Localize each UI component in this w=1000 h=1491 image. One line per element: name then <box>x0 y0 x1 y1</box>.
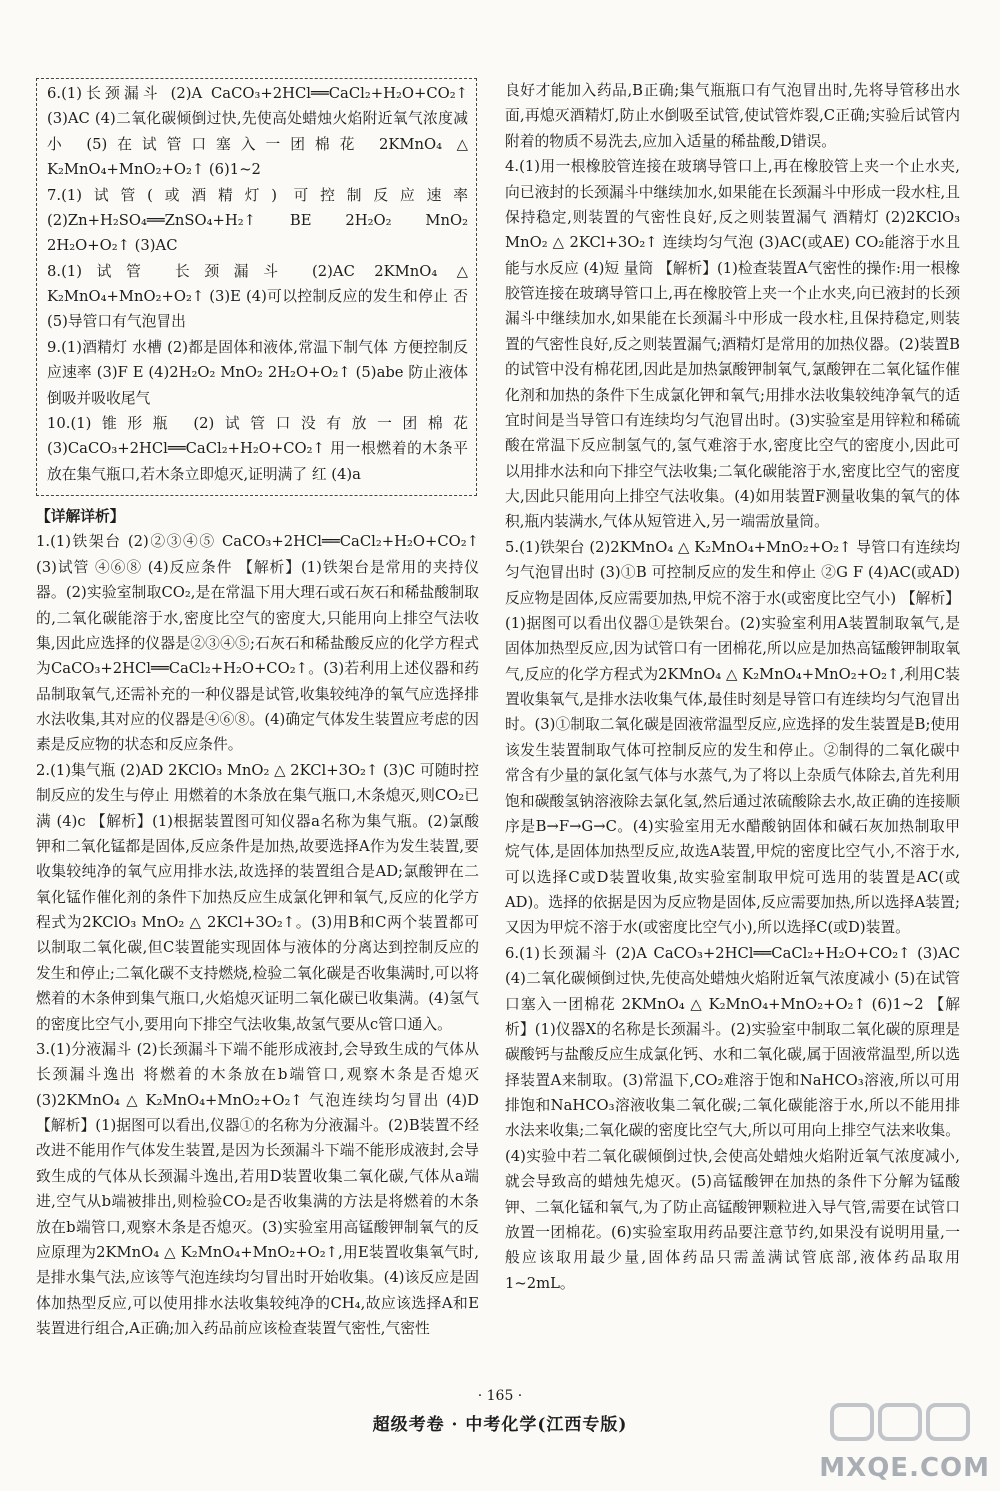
detail-item-6: 6.(1)长颈漏斗 (2)A CaCO₃+2HCl══CaCl₂+H₂O+CO₂↑ (3)AC (4)二氧化碳倾倒过快,先使高处蜡烛火焰附近氧气浓度减小 (5)在试管口塞入一团棉花 2KMnO₄ △ K₂MnO₄+MnO₂+O₂↑ (6)1~2 【解析】(1)仪器X的名称是长颈漏斗。(2)实验室中制取二氧化碳的原理是碳酸钙与盐酸反应生成氯化钙、水和二氧化碳,属于固液常温型,所以选择装置A来制取。(3)常温下,CO₂难溶于饱和NaHCO₃溶液,所以可用排饱和NaHCO₃溶液收集二氧化碳;二氧化碳能溶于水,所以不能用排水法来收集;二氧化碳的密度比空气大,所以可用向上排空气法来收集。(4)实验中若二氧化碳倾倒过快,会使高处蜡烛火焰附近氧气浓度减小,就会导致高的蜡烛先熄灭。(5)高锰酸钾在加热的条件下分解为锰酸钾、二氧化锰和氧气,为了防止高锰酸钾颗粒进入导气管,需要在试管口放置一团棉花。(6)实验室取用药品要注意节约,如果没有说明用量,一般应该取用最少量,固体药品只需盖满试管底部,液体药品取用1~2mL。 <box>505 944 960 1292</box>
answer-item-10: 10.(1)锥形瓶 (2)试管口没有放一团棉花 (3)CaCO₃+2HCl══CaCl₂+H₂O+CO₂↑ 用一根燃着的木条平放在集气瓶口,若木条立即熄灭,证明满了 红 (4)a <box>47 414 468 483</box>
answer-box <box>36 78 477 496</box>
answer-item-7: 7.(1)试管(或酒精灯) 可控制反应速率 (2)Zn+H₂SO₄══ZnSO₄+H₂↑ BE 2H₂O₂ MnO₂ 2H₂O+O₂↑ (3)AC <box>47 186 468 255</box>
detail-item-4: 4.(1)用一根橡胶管连接在玻璃导管口上,再在橡胶管上夹一个止水夹,向已液封的长颈漏斗中继续加水,如果能在长颈漏斗中形成一段水柱,且保持稳定,则装置的气密性良好,反之则装置漏气 酒精灯 (2)2KClO₃ MnO₂ △ 2KCl+3O₂↑ 连续均匀气泡 (3)AC(或AE) CO₂能溶于水且能与水反应 (4)短 量筒 【解析】(1)检查装置A气密性的操作:用一根橡胶管连接在玻璃导管口上,再在橡胶管上夹一个止水夹,向已液封的长颈漏斗中继续加水,如果能在长颈漏斗中形成一段水柱,且保持稳定,则装置的气密性良好,反之则装置漏气;酒精灯是常用的加热仪器。(2)装置B的试管中没有棉花团,因此是加热氯酸钾制氧气,氯酸钾在二氧化锰作催化剂和加热的条件下生成氯化钾和氧气;用排水法收集较纯净氧气的适宜时间是当导管口有连续均匀气泡冒出时。(3)实验室是用锌粒和稀硫酸在常温下反应制氢气的,氢气难溶于水,密度比空气的密度小,因此可以用排水法和向下排空气法收集;二氧化碳能溶于水,密度比空气的密度大,因此只能用向上排空气法收集。(4)如用装置F测量收集的氧气的体积,瓶内装满水,气体从短管进入,另一端需放量筒。 <box>505 158 960 531</box>
watermark-text: MXQE.COM <box>819 1453 990 1483</box>
detail-item-3-continued: 良好才能加入药品,B正确;集气瓶瓶口有气泡冒出时,先将导管移出水面,再熄灭酒精灯,防止水倒吸至试管,使试管炸裂,C正确;实验后试管内附着的物质不易洗去,应加入适量的稀盐酸,D错误。 <box>505 82 960 150</box>
detail-item-2: 2.(1)集气瓶 (2)AD 2KClO₃ MnO₂ △ 2KCl+3O₂↑ (3)C 可随时控制反应的发生与停止 用燃着的木条放在集气瓶口,木条熄灭,则CO₂已满 (4)c 【解析】(1)根据装置图可知仪器a名称为集气瓶。(2)氯酸钾和二氧化锰都是固体,反应条件是加热,故要选择A作为发生装置,要收集较纯净的氧气应用排水法,故选择的装置组合是AD;氯酸钾在二氧化锰作催化剂的条件下加热反应生成氯化钾和氧气,反应的化学方程式为2KClO₃ MnO₂ △ 2KCl+3O₂↑。(3)用B和C两个装置都可以制取二氧化碳,但C装置能实现固体与液体的分离达到控制反应的发生和停止;二氧化碳不支持燃烧,检验二氧化碳是否收集满时,可以将燃着的木条伸到集气瓶口,火焰熄灭证明二氧化碳已收集满。(4)氢气的密度比空气小,要用向下排空气法收集,故氢气要从c管口通入。 <box>36 761 479 1033</box>
right-column <box>505 78 960 1296</box>
detail-heading: 【详解详析】 <box>36 508 125 525</box>
answer-item-8: 8.(1)试管 长颈漏斗 (2)AC 2KMnO₄ △ K₂MnO₄+MnO₂+O₂↑ (3)E (4)可以控制反应的发生和停止 否 (5)导管口有气泡冒出 <box>47 262 468 331</box>
page-number: · 165 · <box>477 1388 523 1404</box>
answer-item-9: 9.(1)酒精灯 水槽 (2)都是固体和液体,常温下制气体 方便控制反应速率 (3)F E (4)2H₂O₂ MnO₂ 2H₂O+O₂↑ (5)abe 防止液体倒吸并吸收尾气 <box>47 338 468 407</box>
book-title: 超级考卷 · 中考化学(江西专版) <box>372 1415 628 1435</box>
detail-item-5: 5.(1)铁架台 (2)2KMnO₄ △ K₂MnO₄+MnO₂+O₂↑ 导管口有连续均匀气泡冒出时 (3)①B 可控制反应的发生和停止 ②G F (4)AC(或AD) 反应物是固体,反应需要加热,甲烷不溶于水(或密度比空气小) 【解析】(1)据图可以看出仪器①是铁架台。(2)实验室利用A装置制取氧气,是固体加热型反应,因为试管口有一团棉花,所以应是加热高锰酸钾制取氧气,反应的化学方程式为2KMnO₄ △ K₂MnO₄+MnO₂+O₂↑,利用C装置收集氧气,是排水法收集气体,最佳时刻是导管口有连续均匀气泡冒出时。(3)①制取二氧化碳是固液常温型反应,应选择的发生装置是B;使用该发生装置制取气体可控制反应的发生和停止。②制得的二氧化碳中常含有少量的氯化氢气体与水蒸气,为了将以上杂质气体除去,首先利用饱和碳酸氢钠溶液除去氯化氢,然后通过浓硫酸除去水,故正确的连接顺序是B→F→G→C。(4)实验室用无水醋酸钠固体和碱石灰加热制取甲烷气体,是固体加热型反应,故选A装置,甲烷的密度比空气小,不溶于水,可以选择C或D装置收集,故实验室制取甲烷可选用的装置是AC(或AD)。选择的依据是因为反应物是固体,反应需要加热,所以选择A装置;又因为甲烷不溶于水(或密度比空气小),所以选择C(或D)装置。 <box>505 538 960 937</box>
detail-item-3: 3.(1)分液漏斗 (2)长颈漏斗下端不能形成液封,会导致生成的气体从长颈漏斗逸出 将燃着的木条放在b端管口,观察木条是否熄灭 (3)2KMnO₄ △ K₂MnO₄+MnO₂+O₂↑ 气泡连续均匀冒出 (4)D 【解析】(1)据图可以看出,仪器①的名称为分液漏斗。(2)B装置不经改进不能用作气体发生装置,是因为长颈漏斗下端不能形成液封,会导致生成的气体从长颈漏斗逸出,若用D装置收集二氧化碳,气体从a端进,空气从b端被排出,则检验CO₂是否收集满的方法是将燃着的木条放在b端管口,观察木条是否熄灭。(3)实验室用高锰酸钾制氧气的反应原理为2KMnO₄ △ K₂MnO₄+MnO₂+O₂↑,用E装置收集氧气时,是排水集气法,应该等气泡连续均匀冒出时开始收集。(4)该反应是固体加热型反应,可以使用排水法收集较纯净的CH₄,故应该选择A和E装置进行组合,A正确;加入药品前应该检查装置气密性,气密性 <box>36 1040 479 1337</box>
detail-item-1: 1.(1)铁架台 (2)②③④⑤ CaCO₃+2HCl══CaCl₂+H₂O+CO₂↑ (3)试管 ④⑥⑧ (4)反应条件 【解析】(1)铁架台是常用的夹持仪器。(2)实验室制取CO₂,是在常温下用大理石或石灰石和稀盐酸制取的,二氧化碳能溶于水,密度比空气的密度大,只能用向上排空气法收集,因此应选择的仪器是②③④⑤;石灰石和稀盐酸反应的化学方程式为CaCO₃+2HCl══CaCl₂+H₂O+CO₂↑。(3)若利用上述仪器和药品制取氧气,还需补充的一种仪器是试管,收集较纯净的氧气应选择排水法收集,其对应的仪器是④⑥⑧。(4)确定气体发生装置应考虑的因素是反应物的状态和反应条件。 <box>36 533 479 754</box>
answer-item-6: 6.(1)长颈漏斗 (2)A CaCO₃+2HCl══CaCl₂+H₂O+CO₂↑ (3)AC (4)二氧化碳倾倒过快,先使高处蜡烛火焰附近氧气浓度减小 (5)在试管口塞入一团棉花 2KMnO₄ △ K₂MnO₄+MnO₂+O₂↑ (6)1~2 <box>47 85 468 179</box>
left-column <box>36 78 479 1341</box>
